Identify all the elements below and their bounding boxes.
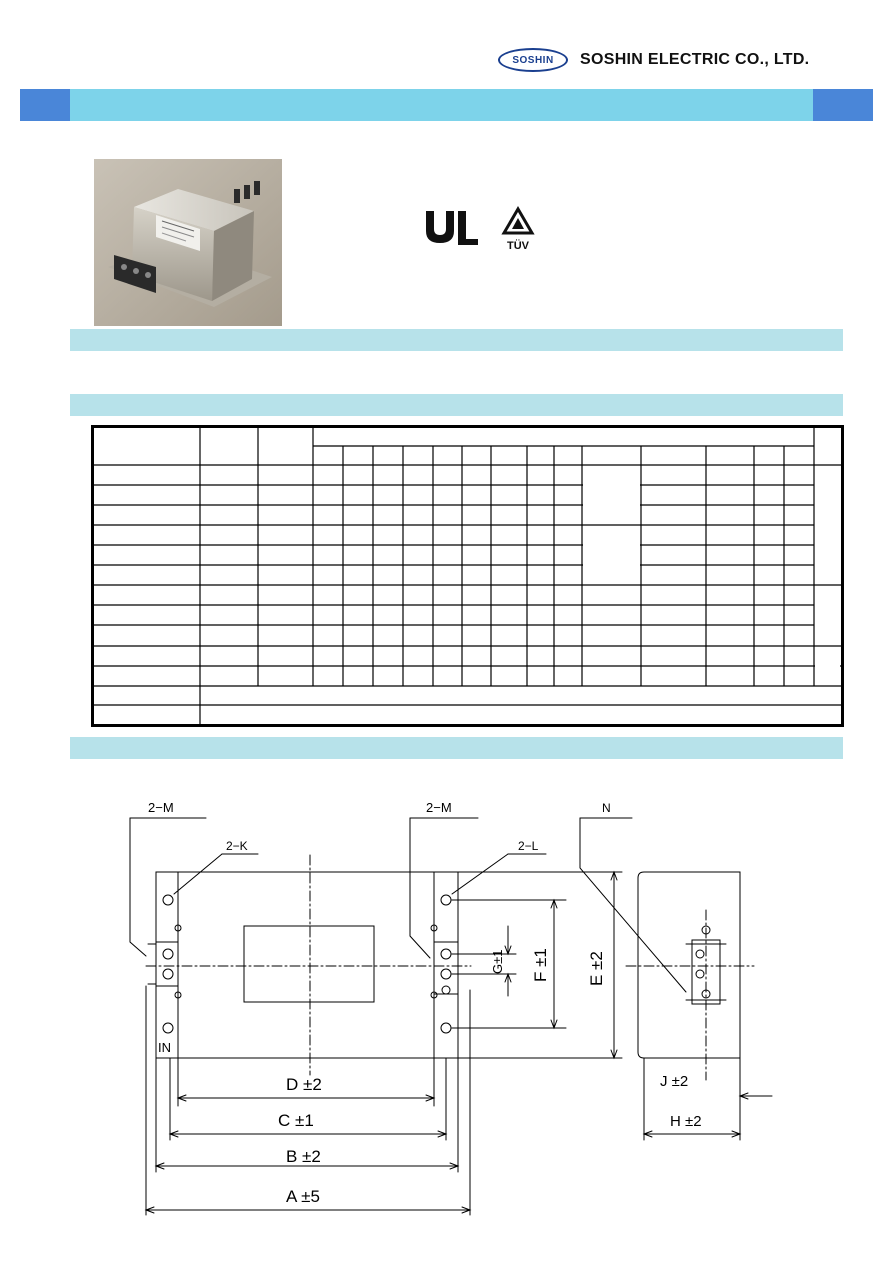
dim-label-b: B ±2 <box>286 1147 321 1166</box>
tuv-mark-icon <box>504 209 532 252</box>
dim-label-d: D ±2 <box>286 1075 322 1094</box>
dim-label-j: J ±2 <box>660 1073 689 1090</box>
dim-label-a: A ±5 <box>286 1187 320 1206</box>
label-2l: 2−L <box>518 839 539 853</box>
side-view-outline <box>638 872 740 1058</box>
dim-label-e: E ±2 <box>587 951 606 986</box>
label-area <box>244 926 374 1002</box>
ul-mark-icon <box>426 211 478 245</box>
dimension-drawing <box>126 790 776 1220</box>
certification-marks <box>420 205 560 253</box>
dim-label-h: H ±2 <box>670 1113 702 1130</box>
section-bar-features <box>70 329 843 351</box>
label-2k: 2−K <box>226 839 248 853</box>
section-bar-specifications <box>70 394 843 416</box>
svg-text:TÜV: TÜV <box>507 240 529 252</box>
label-in: IN <box>158 1040 171 1055</box>
label-2m-right: 2−M <box>426 800 452 815</box>
banner-accent-left <box>20 89 70 121</box>
section-bar-dimensions <box>70 737 843 759</box>
filter-body-outline <box>178 872 434 1058</box>
dim-label-g: G±1 <box>490 949 505 974</box>
title-banner <box>20 89 873 121</box>
product-photo <box>94 159 282 326</box>
left-flange <box>156 872 178 1058</box>
certification-note <box>408 271 558 279</box>
dim-label-c: C ±1 <box>278 1111 314 1130</box>
dim-label-f: F ±1 <box>531 948 550 982</box>
logo-mark: SOSHIN <box>498 48 568 72</box>
company-name: SOSHIN ELECTRIC CO., LTD. <box>580 51 810 68</box>
specification-table <box>91 425 844 727</box>
label-2m-left: 2−M <box>148 800 174 815</box>
label-n: N <box>602 801 611 815</box>
banner-accent-right <box>813 89 873 121</box>
company-logo <box>498 46 809 74</box>
spec-table-grid <box>94 428 841 724</box>
